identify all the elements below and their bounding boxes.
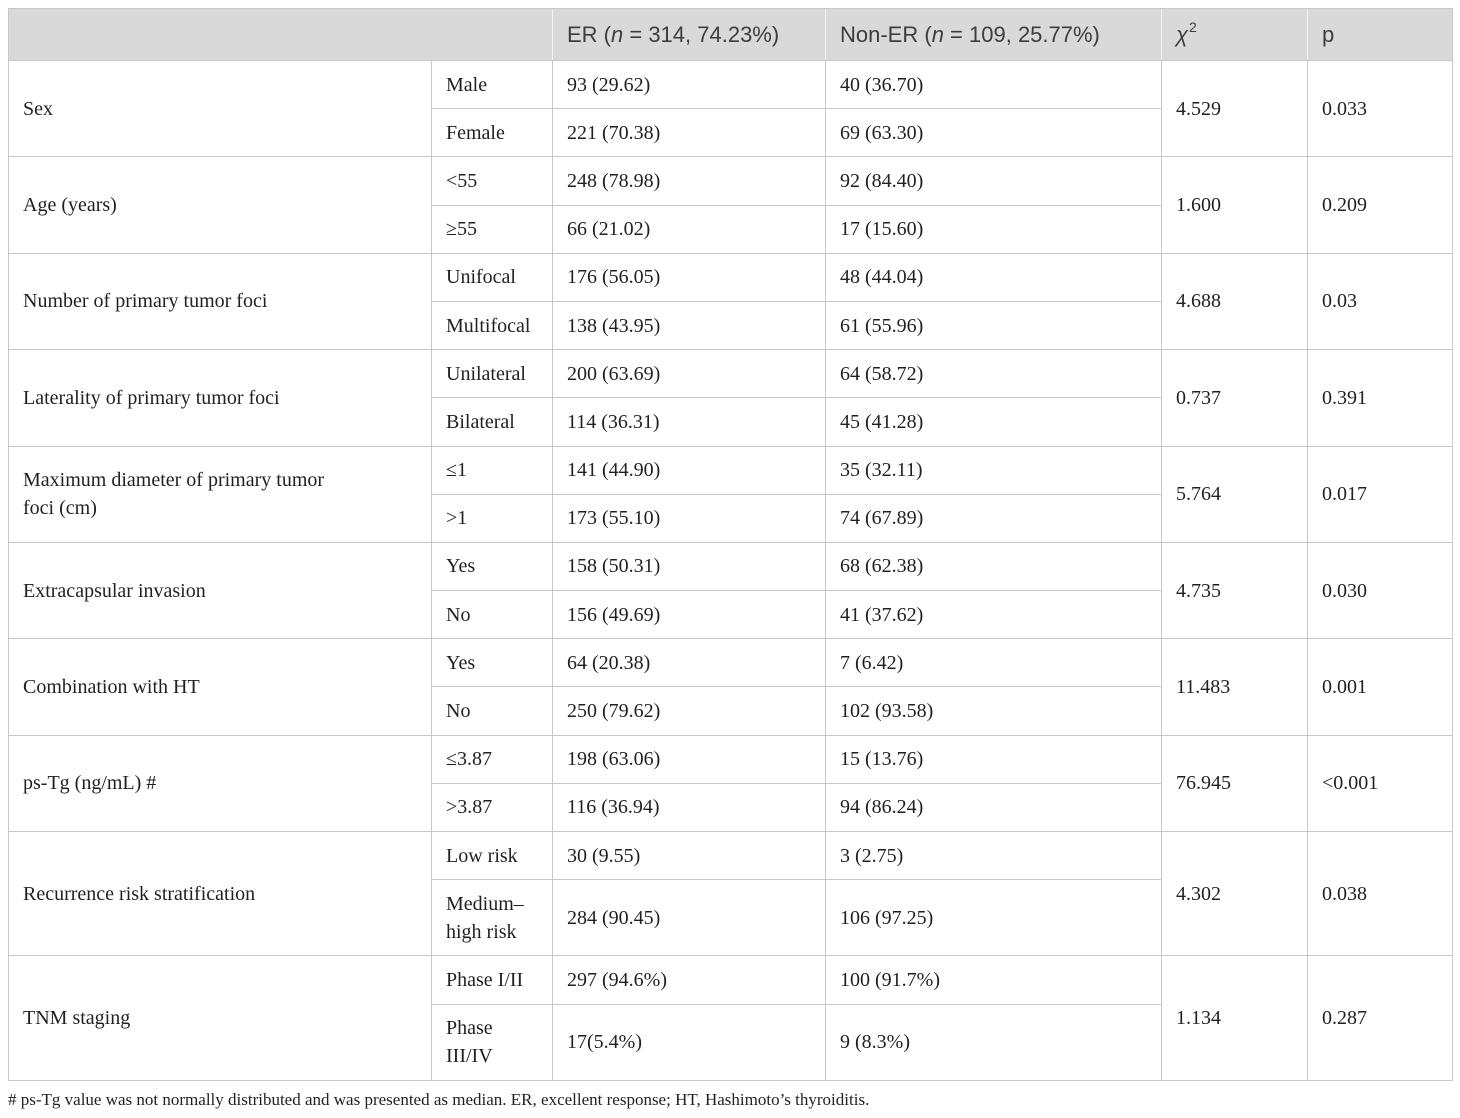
header-p	[1308, 9, 1453, 61]
variable-label-cell	[9, 157, 432, 253]
level-label: Medium–high risk	[446, 892, 524, 943]
non-er-value: 45 (41.28)	[840, 410, 924, 433]
table-row	[9, 735, 1453, 783]
non-er-value-cell	[826, 494, 1162, 542]
variable-label-cell	[9, 253, 432, 349]
table-row	[9, 157, 1453, 205]
p-value: <0.001	[1322, 772, 1379, 795]
er-value: 176 (56.05)	[567, 266, 661, 289]
er-value: 138 (43.95)	[567, 314, 661, 337]
level-label: Unilateral	[446, 362, 526, 385]
p-value: 0.03	[1322, 290, 1357, 313]
er-value: 116 (36.94)	[567, 796, 660, 819]
p-value: 0.017	[1322, 483, 1367, 506]
non-er-value: 17 (15.60)	[840, 218, 924, 241]
er-value: 198 (63.06)	[567, 748, 661, 771]
level-label-cell	[432, 832, 553, 880]
er-value-cell	[553, 832, 826, 880]
er-value: 30 (9.55)	[567, 844, 641, 867]
p-value: 0.209	[1322, 194, 1367, 217]
table-row	[9, 542, 1453, 590]
er-value: 64 (20.38)	[567, 651, 651, 674]
er-value-cell	[553, 109, 826, 157]
er-value-cell	[553, 253, 826, 301]
non-er-value: 41 (37.62)	[840, 603, 924, 626]
level-label-cell	[432, 205, 553, 253]
chi2-value: 0.737	[1176, 386, 1221, 409]
er-value-cell	[553, 205, 826, 253]
header-non-er	[826, 9, 1162, 61]
variable-label: Recurrence risk stratification	[23, 882, 256, 905]
non-er-value-cell	[826, 956, 1162, 1004]
header-er-prefix: ER (	[567, 21, 611, 47]
variable-label-cell	[9, 446, 432, 542]
p-value: 0.287	[1322, 1007, 1367, 1030]
level-label: Multifocal	[446, 314, 531, 337]
header-non-er-prefix: Non-ER (	[840, 21, 932, 47]
er-value: 200 (63.69)	[567, 362, 661, 385]
non-er-value-cell	[826, 398, 1162, 446]
variable-label-cell	[9, 956, 432, 1080]
non-er-value-cell	[826, 591, 1162, 639]
er-value-cell	[553, 494, 826, 542]
p-value-cell	[1308, 446, 1453, 542]
header-non-er-suffix: = 109, 25.77%)	[943, 21, 1100, 47]
variable-label: ps-Tg (ng/mL) #	[23, 772, 157, 795]
p-value: 0.030	[1322, 579, 1367, 602]
variable-label-cell	[9, 61, 432, 157]
er-value-cell	[553, 446, 826, 494]
non-er-value-cell	[826, 157, 1162, 205]
level-label: Phase III/IV	[446, 1017, 493, 1068]
er-value: 114 (36.31)	[567, 410, 660, 433]
level-label: Low risk	[446, 844, 518, 867]
non-er-value: 9 (8.3%)	[840, 1031, 910, 1054]
level-label: ≤3.87	[446, 748, 492, 771]
results-table	[8, 8, 1453, 1081]
non-er-value: 3 (2.75)	[840, 844, 904, 867]
er-value-cell	[553, 61, 826, 109]
er-value: 248 (78.98)	[567, 169, 661, 192]
chi2-value-cell	[1162, 832, 1308, 956]
er-value: 284 (90.45)	[567, 906, 661, 929]
chi2-value: 1.600	[1176, 194, 1221, 217]
non-er-value: 7 (6.42)	[840, 651, 904, 674]
non-er-value: 61 (55.96)	[840, 314, 924, 337]
level-label-cell	[432, 494, 553, 542]
non-er-value-cell	[826, 832, 1162, 880]
header-er	[553, 9, 826, 61]
header-row	[9, 9, 1453, 61]
non-er-value: 94 (86.24)	[840, 796, 924, 819]
non-er-value-cell	[826, 350, 1162, 398]
non-er-value-cell	[826, 880, 1162, 956]
er-value: 141 (44.90)	[567, 459, 661, 482]
chi2-value: 76.945	[1176, 772, 1231, 795]
non-er-value-cell	[826, 639, 1162, 687]
level-label: Phase I/II	[446, 968, 524, 991]
p-value: 0.391	[1322, 386, 1367, 409]
non-er-value: 69 (63.30)	[840, 121, 924, 144]
level-label: >3.87	[446, 796, 493, 819]
non-er-value: 92 (84.40)	[840, 169, 924, 192]
non-er-value: 64 (58.72)	[840, 362, 924, 385]
table-row	[9, 639, 1453, 687]
chi2-value-cell	[1162, 735, 1308, 831]
level-label: Bilateral	[446, 410, 515, 433]
chi2-value-cell	[1162, 639, 1308, 735]
er-value-cell	[553, 687, 826, 735]
header-chi2	[1162, 9, 1308, 61]
variable-label-cell	[9, 832, 432, 956]
header-p-label: p	[1322, 21, 1335, 47]
er-value: 250 (79.62)	[567, 700, 661, 723]
level-label-cell	[432, 735, 553, 783]
er-value-cell	[553, 783, 826, 831]
table-row	[9, 832, 1453, 880]
table-row	[9, 61, 1453, 109]
level-label: Yes	[446, 555, 476, 578]
header-er-suffix: = 314, 74.23%)	[623, 21, 780, 47]
er-value: 221 (70.38)	[567, 121, 661, 144]
non-er-value-cell	[826, 783, 1162, 831]
p-value: 0.001	[1322, 675, 1367, 698]
chi2-value-cell	[1162, 542, 1308, 638]
non-er-value: 40 (36.70)	[840, 73, 924, 96]
chi2-value: 4.688	[1176, 290, 1221, 313]
header-er-n: n	[611, 21, 624, 47]
chi2-value: 5.764	[1176, 483, 1221, 506]
level-label-cell	[432, 398, 553, 446]
table-body	[9, 61, 1453, 1081]
chi2-value-cell	[1162, 61, 1308, 157]
non-er-value-cell	[826, 446, 1162, 494]
variable-label-cell	[9, 735, 432, 831]
chi2-value-cell	[1162, 956, 1308, 1080]
level-label: No	[446, 603, 471, 626]
p-value-cell	[1308, 956, 1453, 1080]
chi2-value: 11.483	[1176, 675, 1231, 698]
p-value: 0.038	[1322, 882, 1367, 905]
level-label: >1	[446, 507, 468, 530]
chi2-value-cell	[1162, 253, 1308, 349]
variable-label-cell	[9, 639, 432, 735]
chi2-value-cell	[1162, 157, 1308, 253]
non-er-value-cell	[826, 735, 1162, 783]
non-er-value: 102 (93.58)	[840, 700, 934, 723]
level-label-cell	[432, 687, 553, 735]
level-label: No	[446, 700, 471, 723]
er-value-cell	[553, 639, 826, 687]
p-value-cell	[1308, 350, 1453, 446]
level-label-cell	[432, 880, 553, 956]
level-label: Unifocal	[446, 266, 516, 289]
table-footnote: # ps-Tg value was not normally distributed and was presented as median. ER, excellent response; HT, Hashimoto’s thyroiditis.	[8, 1090, 870, 1109]
er-value-cell	[553, 956, 826, 1004]
non-er-value-cell	[826, 542, 1162, 590]
chi2-value: 4.529	[1176, 97, 1221, 120]
er-value-cell	[553, 157, 826, 205]
p-value-cell	[1308, 735, 1453, 831]
non-er-value: 100 (91.7%)	[840, 968, 940, 991]
p-value-cell	[1308, 61, 1453, 157]
er-value-cell	[553, 350, 826, 398]
non-er-value-cell	[826, 109, 1162, 157]
er-value: 93 (29.62)	[567, 73, 651, 96]
er-value-cell	[553, 880, 826, 956]
er-value: 17(5.4%)	[567, 1031, 642, 1054]
level-label-cell	[432, 783, 553, 831]
variable-label: Number of primary tumor foci	[23, 290, 268, 313]
level-label-cell	[432, 301, 553, 349]
table-row	[9, 350, 1453, 398]
level-label-cell	[432, 1004, 553, 1080]
p-value-cell	[1308, 542, 1453, 638]
level-label-cell	[432, 956, 553, 1004]
level-label-cell	[432, 542, 553, 590]
chi2-value: 4.302	[1176, 882, 1221, 905]
header-chi-superscript: 2	[1189, 18, 1197, 35]
non-er-value-cell	[826, 253, 1162, 301]
p-value-cell	[1308, 157, 1453, 253]
non-er-value: 35 (32.11)	[840, 459, 923, 482]
er-value-cell	[553, 542, 826, 590]
non-er-value-cell	[826, 301, 1162, 349]
er-value-cell	[553, 591, 826, 639]
level-label: Male	[446, 73, 488, 96]
level-label-cell	[432, 61, 553, 109]
non-er-value-cell	[826, 205, 1162, 253]
chi2-value: 4.735	[1176, 579, 1221, 602]
level-label: Female	[446, 121, 505, 144]
level-label-cell	[432, 253, 553, 301]
variable-label: Extracapsular invasion	[23, 579, 206, 602]
er-value-cell	[553, 1004, 826, 1080]
table-row	[9, 446, 1453, 494]
level-label: ≥55	[446, 218, 477, 241]
er-value: 156 (49.69)	[567, 603, 661, 626]
non-er-value: 48 (44.04)	[840, 266, 924, 289]
level-label-cell	[432, 157, 553, 205]
level-label-cell	[432, 639, 553, 687]
header-chi-symbol: χ	[1176, 21, 1189, 47]
non-er-value-cell	[826, 1004, 1162, 1080]
level-label: <55	[446, 169, 478, 192]
level-label-cell	[432, 350, 553, 398]
level-label-cell	[432, 446, 553, 494]
er-value-cell	[553, 301, 826, 349]
er-value: 173 (55.10)	[567, 507, 661, 530]
table-row	[9, 253, 1453, 301]
level-label-cell	[432, 591, 553, 639]
non-er-value: 68 (62.38)	[840, 555, 924, 578]
chi2-value: 1.134	[1176, 1007, 1221, 1030]
chi2-value-cell	[1162, 350, 1308, 446]
er-value-cell	[553, 398, 826, 446]
variable-label: Laterality of primary tumor foci	[23, 386, 280, 409]
header-non-er-n: n	[931, 21, 944, 47]
variable-label: Maximum diameter of primary tumor foci (cm)	[23, 469, 325, 520]
non-er-value: 74 (67.89)	[840, 507, 924, 530]
variable-label-cell	[9, 542, 432, 638]
non-er-value: 106 (97.25)	[840, 906, 934, 929]
p-value: 0.033	[1322, 97, 1367, 120]
table-header	[9, 9, 1453, 61]
er-value: 158 (50.31)	[567, 555, 661, 578]
er-value-cell	[553, 735, 826, 783]
er-value: 297 (94.6%)	[567, 968, 667, 991]
non-er-value-cell	[826, 687, 1162, 735]
p-value-cell	[1308, 253, 1453, 349]
non-er-value-cell	[826, 61, 1162, 109]
header-blank-cell	[9, 9, 553, 61]
level-label: Yes	[446, 651, 476, 674]
level-label-cell	[432, 109, 553, 157]
variable-label: TNM staging	[23, 1007, 131, 1030]
chi2-value-cell	[1162, 446, 1308, 542]
variable-label: Combination with HT	[23, 675, 200, 698]
variable-label: Sex	[23, 97, 53, 120]
level-label: ≤1	[446, 459, 467, 482]
non-er-value: 15 (13.76)	[840, 748, 924, 771]
table-row	[9, 956, 1453, 1004]
variable-label: Age (years)	[23, 194, 117, 217]
p-value-cell	[1308, 832, 1453, 956]
variable-label-cell	[9, 350, 432, 446]
p-value-cell	[1308, 639, 1453, 735]
er-value: 66 (21.02)	[567, 218, 651, 241]
